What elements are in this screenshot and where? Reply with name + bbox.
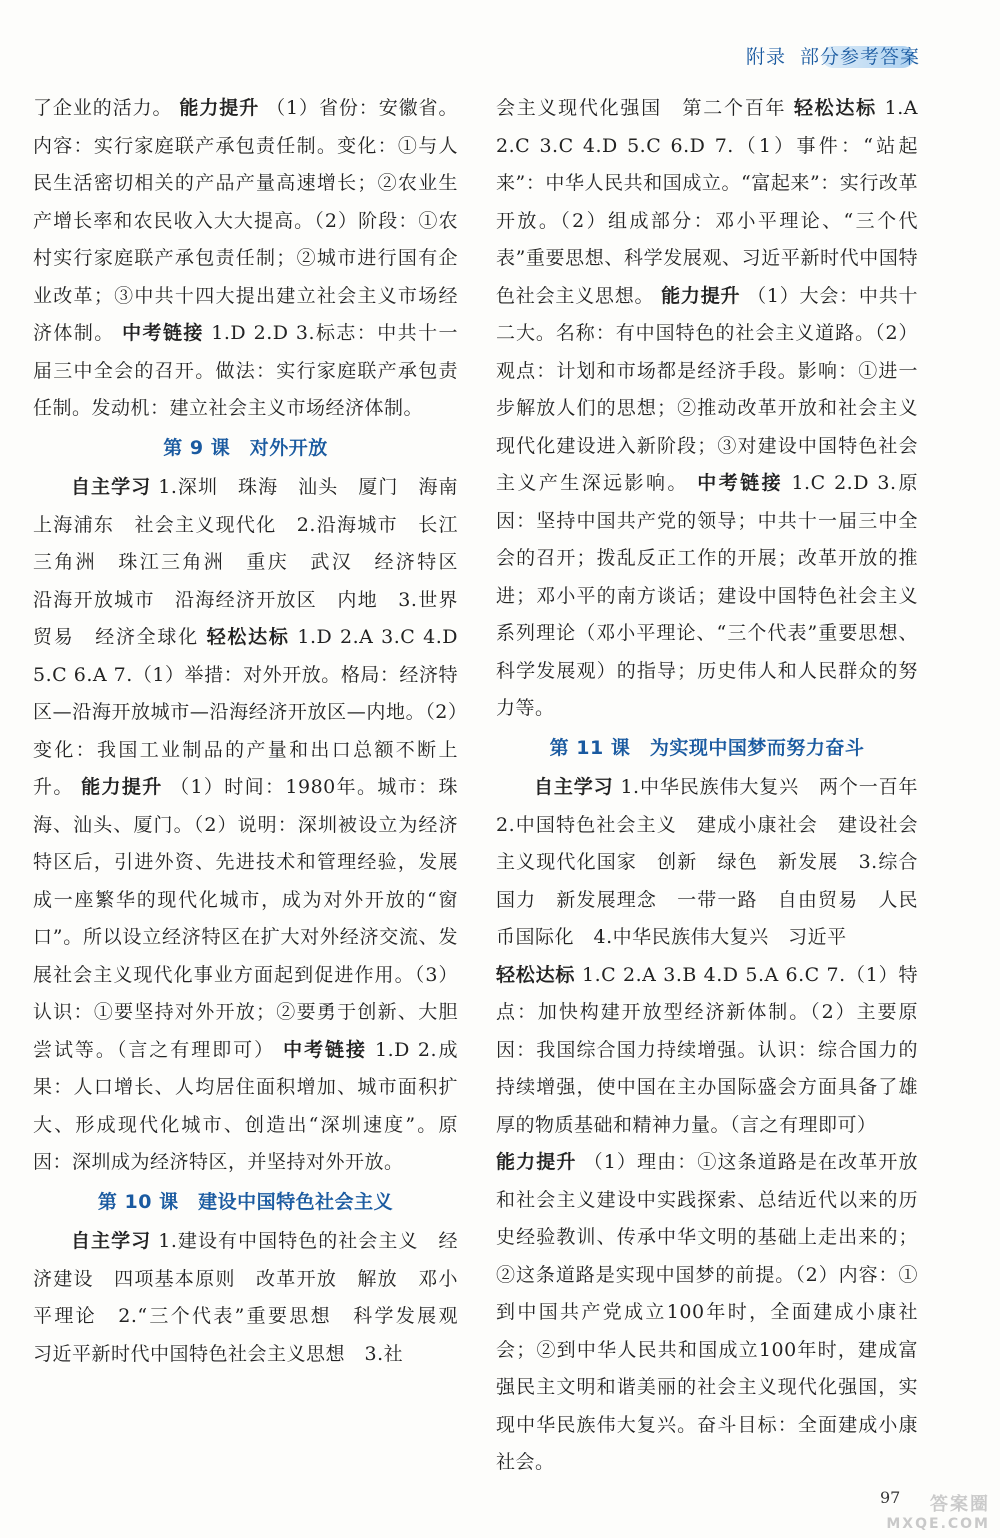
watermark-logo-text: 答案圈 <box>930 1494 990 1515</box>
keyword-exam-link: 中考链接 <box>697 472 783 494</box>
answer-text: 1.A 2.C 3.C 4.D 5.C 6.D 7.（1）事件：“站起来”：中华人民共和国成立。“富起来”：实行改革开放。（2）组成部分：邓小平理论、“三个代表”重要思想、科学发展观、习近平新时代中国特色社会主义思想。 <box>496 97 918 307</box>
answer-paragraph <box>33 469 478 1182</box>
lesson-11-title: 第 11 课 为实现中国梦而努力奋斗 <box>549 736 865 759</box>
page-number: 97 <box>880 1488 901 1507</box>
keyword-exam-link: 中考链接 <box>122 322 204 344</box>
keyword-easy: 轻松达标 <box>793 97 877 119</box>
keyword-exam-link: 中考链接 <box>283 1038 367 1061</box>
answer-paragraph <box>33 90 458 428</box>
lesson-10-title: 第 10 课 建设中国特色社会主义 <box>97 1190 394 1213</box>
watermark-url: MXQE.COM <box>886 1516 990 1532</box>
lesson-9-title: 第 9 课 对外开放 <box>163 436 328 459</box>
answer-text: 1.中华民族伟大复兴 两个一百年 2.中国特色社会主义 建成小康社会 建设社会主义现代化国家 创新 绿色 新发展 3.综合国力 新发展理念 一带一路 自由贸易 人民币国际化 4.中华民族伟大复兴 习近平 <box>496 776 938 948</box>
answer-text: （1）时间：1980年。城市：珠海、汕头、厦门。（2）说明：深圳被设立为经济特区后，引进外资、先进技术和管理经验，发展成一座繁华的现代化城市，成为对外开放的“窗口”。所以设立经济特区在扩大对外经济交流、发展社会主义现代化事业方面起到促进作用。（3）认识：①要坚持对外开放；②要勇于创新、大胆尝试等。（言之有理即可） <box>33 776 458 1061</box>
keyword-self-study: 自主学习 <box>71 476 152 498</box>
right-column <box>496 90 938 1482</box>
answer-text: 1.建设有中国特色的社会主义 经济建设 四项基本原则 改革开放 解放 邓小平理论 2.“三个代表”重要思想 科学发展观 习近平新时代中国特色社会主义思想 3.社 <box>33 1230 478 1365</box>
header-appendix: 附录 <box>745 46 786 68</box>
answer-text: 1.D 2.成果：人口增长、人均居住面积增加、城市面积扩大、形成现代化城市、创造出“深圳速度”。原因：深圳成为经济特区，并坚持对外开放。 <box>33 1038 458 1173</box>
left-column <box>33 90 478 1373</box>
keyword-ability: 能力提升 <box>661 284 741 307</box>
keyword-ability: 能力提升 <box>81 776 163 798</box>
header-answers: 部分参考答案 <box>799 46 920 68</box>
answer-text: 了企业的活力。 <box>33 97 180 119</box>
keyword-ability: 能力提升 <box>496 1151 577 1173</box>
answer-paragraph <box>496 90 918 728</box>
keyword-easy: 轻松达标 <box>206 626 290 648</box>
site-watermark <box>840 1490 990 1530</box>
answer-text: 1.D 2.A 3.C 4.D 5.C 6.A 7.（1）举措：对外开放。格局：经济特区—沿海开放城市—沿海经济开放区—内地。（2）变化：我国工业制品的产量和出口总额不断上升。 <box>33 626 458 798</box>
answer-text: （1）省份：安徽省。内容：实行家庭联产承包责任制。变化：①与人民生活密切相关的产品产量高速增长；②农业生产增长率和农民收入大大提高。（2）阶段：①农村实行家庭联产承包责任制；②城市进行国有企业改革；③中共十四大提出建立社会主义市场经济体制。 <box>33 97 458 344</box>
answer-text: （1）理由：①这条道路是在改革开放和社会主义建设中实践探索、总结近代以来的历史经验教训、传承中华文明的基础上走出来的；②这条道路是实现中国梦的前提。（2）内容：①到中国共产党成立100年时，全面建成小康社会；②到中华人民共和国成立100年时，建成富强民主文明和谐美丽的社会主义现代化强国，实现中华民族伟大复兴。奋斗目标：全面建成小康社会。 <box>496 1151 918 1473</box>
answer-text: 1.深圳 珠海 汕头 厦门 海南 上海浦东 社会主义现代化 2.沿海城市 长江三角洲 珠江三角洲 重庆 武汉 经济特区 沿海开放城市 沿海经济开放区 内地 3.世界贸易 经济全球化 <box>33 476 478 648</box>
answer-paragraph <box>496 1144 918 1482</box>
answer-text: 1.C 2.D 3.原因：坚持中国共产党的领导；中共十一届三中全会的召开；拨乱反正工作的开展；改革开放的推进；邓小平的南方谈话；建设中国特色社会主义系列理论（邓小平理论、“三个代表”重要思想、科学发展观）的指导；历史伟人和人民群众的努力等。 <box>496 472 918 719</box>
keyword-ability: 能力提升 <box>179 97 260 119</box>
answer-text: 会主义现代化强国 第二个百年 <box>496 97 794 119</box>
answer-paragraph <box>496 957 918 1145</box>
answer-paragraph <box>33 1223 478 1373</box>
answer-paragraph <box>496 769 938 957</box>
keyword-easy: 轻松达标 <box>496 963 576 986</box>
keyword-self-study: 自主学习 <box>71 1230 152 1252</box>
answer-text: （1）大会：中共十二大。名称：有中国特色的社会主义道路。（2）观点：计划和市场都是经济手段。影响：①进一步解放人们的思想；②推动改革开放和社会主义现代化建设进入新阶段；③对建设中国特色社会主义产生深远影响。 <box>496 284 918 494</box>
running-header <box>746 42 920 69</box>
keyword-self-study: 自主学习 <box>534 776 614 798</box>
answer-text: 1.D 2.D 3.标志：中共十一届三中全会的召开。做法：实行家庭联产承包责任制。发动机：建立社会主义市场经济体制。 <box>33 322 458 419</box>
answer-text: 1.C 2.A 3.B 4.D 5.A 6.C 7.（1）特点：加快构建开放型经济新体制。（2）主要原因：我国综合国力持续增强。认识：综合国力的持续增强，使中国在主办国际盛会方面具备了雄厚的物质基础和精神力量。（言之有理即可） <box>496 963 918 1136</box>
